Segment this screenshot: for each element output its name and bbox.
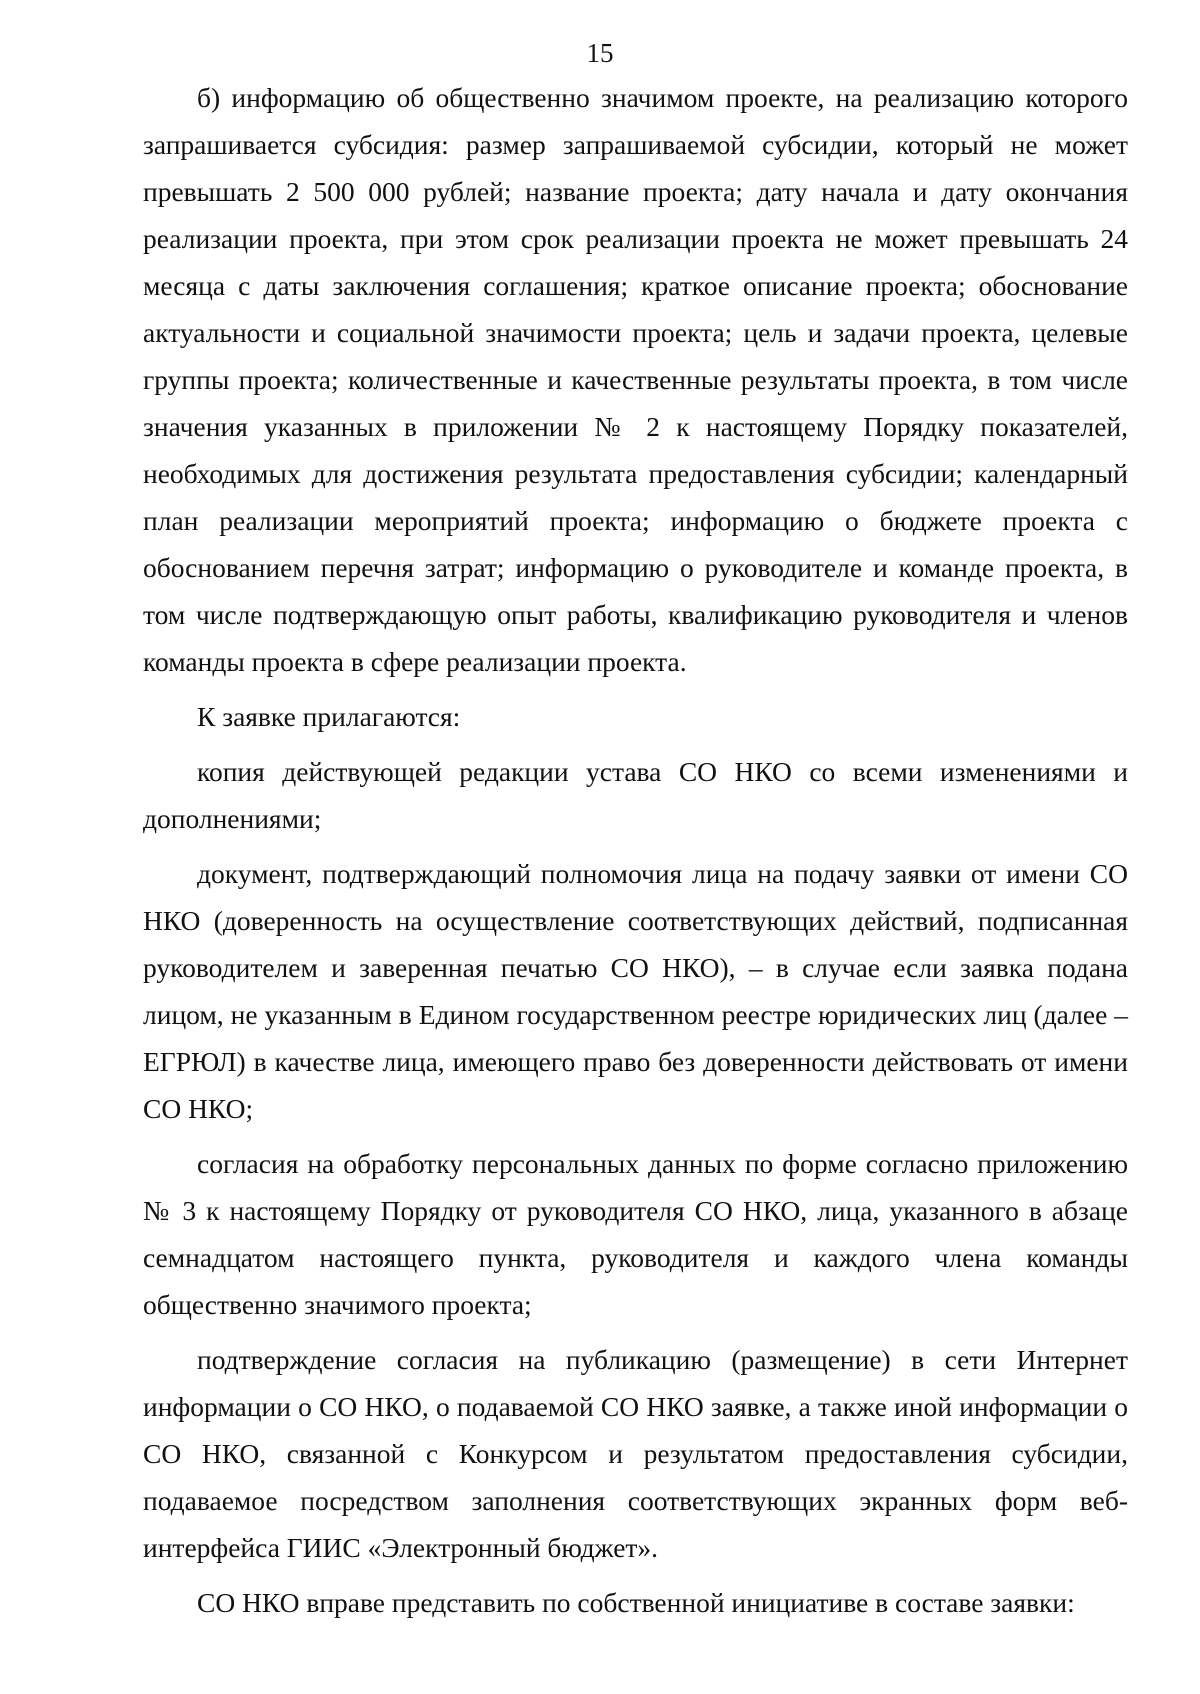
paragraph-personal-data-consent: согласия на обработку персональных данных по форме согласно приложению № 3 к настоящему Порядку от руководителя СО НКО, лица, указанного в абзаце семнадцатом настоящего пункта, руководителя и каждого члена команды общественно значимого проекта; xyxy=(143,1148,1128,1320)
paragraph-own-initiative: СО НКО вправе представить по собственной инициативе в составе заявки: xyxy=(197,1587,1075,1618)
paragraph-project-info: б) информацию об общественно значимом проекте, на реализацию которого запрашивается субсидия: размер запрашиваемой субсидии, который не может превышать 2 500 000 рублей; название проекта; дату начала и дату окончания реализации проекта, при этом срок реализации проекта не может превышать 24 месяца с даты заключения соглашения; краткое описание проекта; обоснование актуальности и социальной значимости проекта; цель и задачи проекта, целевые группы проекта; количественные и качественные результаты проекта, в том числе значения указанных в приложении № 2 к настоящему Порядку показателей, необходимых для достижения результата предоставления субсидии; календарный план реализации мероприятий проекта; информацию о бюджете проекта с обоснованием перечня затрат; информацию о руководителе и команде проекта, в том числе подтверждающую опыт работы, квалификацию руководителя и членов команды проекта в сфере реализации проекта. xyxy=(143,82,1128,677)
paragraph-authority-document: документ, подтверждающий полномочия лица на подачу заявки от имени СО НКО (доверенность на осуществление соответствующих действий, подписанная руководителем и заверенная печатью СО НКО), – в случае если заявка подана лицом, не указанным в Едином государственном реестре юридических лиц (далее – ЕГРЮЛ) в качестве лица, имеющего право без доверенности действовать от имени СО НКО; xyxy=(143,858,1128,1124)
paragraph-charter-copy: копия действующей редакции устава СО НКО со всеми изменениями и дополнениями; xyxy=(143,756,1128,834)
document-body xyxy=(143,74,1128,1634)
paragraph-attachments-intro: К заявке прилагаются: xyxy=(197,701,461,732)
page-number: 15 xyxy=(586,38,614,68)
paragraph-publication-consent: подтверждение согласия на публикацию (размещение) в сети Интернет информации о СО НКО, о подаваемой СО НКО заявке, а также иной информации о СО НКО, связанной с Конкурсом и результатом предоставления субсидии, подаваемое посредством заполнения соответствующих экранных форм веб-интерфейса ГИИС «Электронный бюджет». xyxy=(143,1344,1128,1563)
